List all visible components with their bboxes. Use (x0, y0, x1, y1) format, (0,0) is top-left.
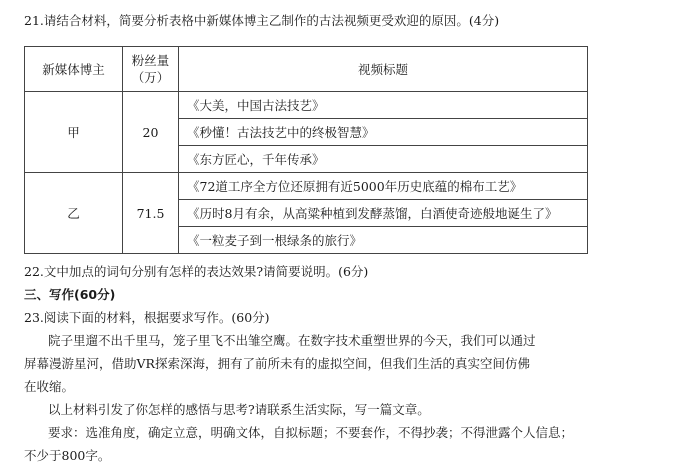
video-title: 《秒懂！古法技艺中的终极智慧》 (179, 119, 588, 146)
fans-count: 20 (123, 92, 179, 173)
video-title: 《72道工序全方位还原拥有近5000年历史底蕴的棉布工艺》 (179, 173, 588, 200)
section-heading-writing: 三、写作(60分) (24, 287, 116, 302)
table-header-row (25, 47, 588, 92)
video-title: 《东方匠心，千年传承》 (179, 146, 588, 173)
header-blogger: 新媒体博主 (25, 47, 123, 92)
material-paragraph-line: 屏幕漫游星河，借助VR探索深海，拥有了前所未有的虚拟空间，但我们生活的真实空间仿佛 (24, 356, 530, 371)
material-paragraph-line: 在收缩。 (24, 379, 75, 394)
header-fans-unit: （万） (131, 70, 170, 85)
table-row (25, 92, 588, 119)
material-paragraph-line: 院子里遛不出千里马，笼子里飞不出雏空鹰。在数字技术重塑世界的今天，我们可以通过 (48, 333, 536, 348)
question-23: 23.阅读下面的材料，根据要求写作。(60分) (24, 310, 270, 325)
blogger-table (24, 46, 588, 254)
blogger-name: 甲 (25, 92, 123, 173)
question-22: 22.文中加点的词句分别有怎样的表达效果?请简要说明。(6分) (24, 264, 369, 279)
fans-count: 71.5 (123, 173, 179, 254)
video-title: 《大美，中国古法技艺》 (179, 92, 588, 119)
header-fans-label: 粉丝量 (131, 53, 170, 68)
header-fans (123, 47, 179, 92)
video-title: 《一粒麦子到一根绿条的旅行》 (179, 227, 588, 254)
requirements-line: 不少于800字。 (24, 448, 111, 463)
table-row (25, 173, 588, 200)
requirements-line: 要求：选准角度，确定立意，明确文体，自拟标题；不要套作，不得抄袭；不得泄露个人信息； (48, 425, 574, 440)
blogger-name: 乙 (25, 173, 123, 254)
prompt-paragraph: 以上材料引发了你怎样的感悟与思考?请联系生活实际，写一篇文章。 (48, 402, 430, 417)
header-video-title: 视频标题 (179, 47, 588, 92)
question-21: 21.请结合材料，简要分析表格中新媒体博主乙制作的古法视频更受欢迎的原因。(4分) (24, 13, 500, 28)
video-title: 《历时8月有余，从高粱种植到发酵蒸馏，白酒使奇迹般地诞生了》 (179, 200, 588, 227)
